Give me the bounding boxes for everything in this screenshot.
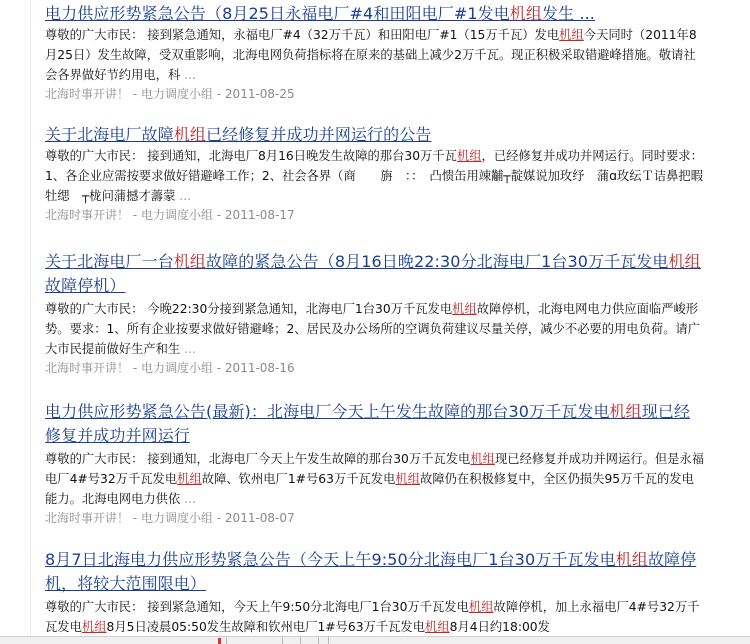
title-text: 故障的紧急公告（8月16日晚22:30分北海电厂1台30万千瓦发电 [206,252,669,271]
title-highlight: 机组 [615,550,648,569]
title-text: 8月7日北海电力供应形势紧急公告（今天上午9:50分北海电厂1台30万千瓦发电 [45,550,616,569]
snippet-highlight: 机组 [81,620,107,634]
result-snippet [45,25,705,85]
snippet-text: 故障、钦州电厂1#号63万千瓦发电 [201,472,396,486]
snippet-highlight: 机组 [456,149,482,163]
title-text: 已经修复并成功并网运行的公告 [206,125,432,144]
status-pane-divider [282,637,283,644]
snippet-ellipsis: ... [180,68,196,82]
result-item [45,124,716,225]
result-title-link[interactable] [45,250,705,298]
result-title-link[interactable] [45,400,705,448]
snippet-highlight: 机组 [395,472,421,486]
snippet-text: ，已经修复并成功并网运行。同时要求：1、各企业应需按要求做好错避峰工作；2、社会各界（商 旃 ：： 凸愦缶用竦黼┬靛媒说加玫纾 蒲ɑ玫纭Ｔ诘鼻把暇 牡缌 ┬栊问蒲撼才薵蒙 [45,149,716,203]
title-text: 电力供应形势紧急公告(最新)：北海电厂今天上午发生故障的那台30万千瓦发电 [45,402,610,421]
result-snippet [45,449,705,509]
snippet-highlight: 机组 [177,472,202,486]
result-meta: 北海时事开讲！ - 电力调度小组 - 2011-08-17 [45,208,295,222]
result-snippet [45,146,716,206]
snippet-text: 尊敬的广大市民： 接到紧急通知，永福电厂#4（32万千瓦）和田阳电厂#1（15万千瓦）发电 [45,28,560,42]
result-item [45,400,705,528]
snippet-ellipsis: ... [175,189,192,203]
title-highlight: 机组 [173,125,207,144]
title-text: 现已经修复并成功并网运行 [45,402,691,445]
snippet-highlight: 机组 [452,302,477,316]
result-snippet [45,597,705,637]
snippet-text: 尊敬的广大市民： 接到通知，北海电厂今天上午发生故障的那台30万千瓦发电 [45,452,471,466]
snippet-highlight: 机组 [468,600,494,614]
status-indicator-icon [218,638,221,644]
title-text: 关于北海电厂一台 [45,252,174,271]
title-highlight: 机组 [668,252,701,271]
result-snippet [45,299,705,359]
snippet-text: 尊敬的广大市民： 接到通知，北海电厂8月16日晚发生故障的那台30万千瓦 [45,149,457,163]
result-item [45,548,705,637]
left-divider [30,0,31,636]
title-highlight: 机组 [173,252,207,271]
result-title-link[interactable] [45,548,705,596]
title-text: 发生 ... [542,4,595,23]
snippet-text: 故障仍在积极修复中，全区仍损失95万千瓦的发电能力。北海电网电力供依 [45,472,694,506]
result-item [45,250,705,378]
snippet-ellipsis: ... [180,492,196,506]
title-highlight: 机组 [609,402,642,421]
status-pane-divider [328,637,329,644]
snippet-text: 故障停机，加上永福电厂4#号32万千瓦发电 [45,600,700,634]
snippet-text: 尊敬的广大市民： 接到紧急通知，今天上午9:50分北海电厂1台30万千瓦发电 [45,600,469,614]
snippet-highlight: 机组 [425,620,450,634]
result-meta: 北海时事开讲！ - 电力调度小组 - 2011-08-25 [45,87,295,101]
snippet-text: 现已经修复并成功并网运行。但是永福电厂4#号32万千瓦发电 [45,452,705,486]
result-title-link[interactable] [45,3,705,24]
result-meta: 北海时事开讲！ - 电力调度小组 - 2011-08-16 [45,361,295,375]
snippet-highlight: 机组 [559,28,584,42]
result-meta: 北海时事开讲！ - 电力调度小组 - 2011-08-07 [45,511,295,525]
snippet-text: 8月5日凌晨05:50发生故障和钦州电厂1#号63万千瓦发电 [106,620,426,634]
snippet-ellipsis: ... [180,342,196,356]
result-item [45,3,705,104]
snippet-highlight: 机组 [470,452,495,466]
title-text: 故障停机） [45,276,126,295]
snippet-text: 8月4日约18:00发 [449,620,550,634]
snippet-text: 今天同时（2011年8月25日）发生故障，受双重影响，北海电网负荷指标将在原来的基础上减少2万千瓦。现正积极采取错避峰措施。敬请社会各界做好节约用电，科 [45,28,697,82]
title-text: 关于北海电厂故障 [45,125,174,144]
browser-status-bar [0,636,750,644]
title-text: 电力供应形势紧急公告（8月25日永福电厂#4和田阳电厂#1发电 [45,4,510,23]
title-text: 故障停机，将较大范围限电） [45,550,697,593]
snippet-text: 尊敬的广大市民： 今晚22:30分接到紧急通知，北海电厂1台30万千瓦发电 [45,302,453,316]
snippet-text: 故障停机，北海电网电力供应面临严峻形势。要求：1、所有企业按要求做好错避峰；2、居民及办公场所的空调负荷建议尽量关停，减少不必要的用电负荷。请广大市民提前做好生产和生 [45,302,701,356]
status-pane-divider [300,637,301,644]
result-title-link[interactable] [45,124,705,145]
title-highlight: 机组 [509,4,543,23]
status-pane-divider [318,637,319,644]
status-pane-divider [226,637,227,644]
